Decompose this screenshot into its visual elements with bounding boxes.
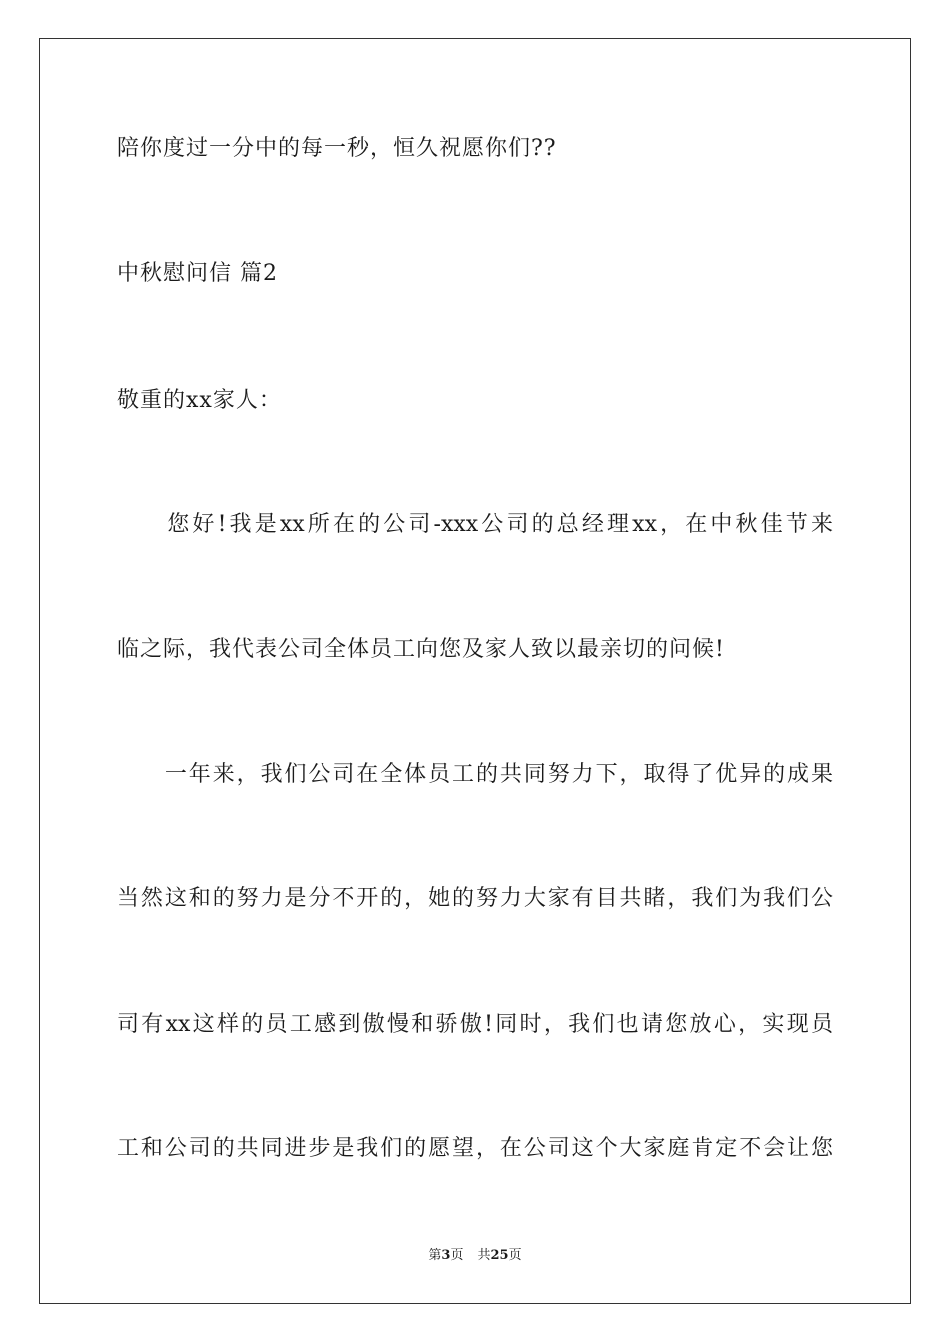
- salutation: 敬重的xx家人：: [117, 388, 282, 413]
- total-prefix: 共: [477, 1248, 491, 1263]
- page-prefix: 第: [428, 1248, 442, 1263]
- text-line-6: 一年来，我们公司在全体员工的共同努力下，取得了优异的成果: [117, 762, 833, 787]
- text-line-5: 临之际，我代表公司全体员工向您及家人致以最亲切的问候!: [117, 637, 725, 662]
- page-number: 3: [441, 1248, 451, 1263]
- text-line-7: 当然这和的努力是分不开的，她的努力大家有目共睹，我们为我们公: [117, 886, 833, 911]
- page-suffix: 页: [450, 1248, 464, 1263]
- text-line-8: 司有xx这样的员工感到傲慢和骄傲!同时，我们也请您放心，实现员: [117, 1012, 833, 1037]
- total-pages: 25: [490, 1248, 509, 1263]
- text-line-4: 您好!我是xx所在的公司-xxx公司的总经理xx，在中秋佳节来: [117, 512, 833, 537]
- text-line-9: 工和公司的共同进步是我们的愿望，在公司这个大家庭肯定不会让您: [117, 1136, 833, 1161]
- page-footer: [0, 1247, 950, 1265]
- total-suffix: 页: [508, 1248, 522, 1263]
- section-heading: 中秋慰问信 篇2: [117, 261, 278, 286]
- page-border: [39, 38, 911, 1304]
- text-line-1: 陪你度过一分中的每一秒，恒久祝愿你们??: [117, 136, 557, 161]
